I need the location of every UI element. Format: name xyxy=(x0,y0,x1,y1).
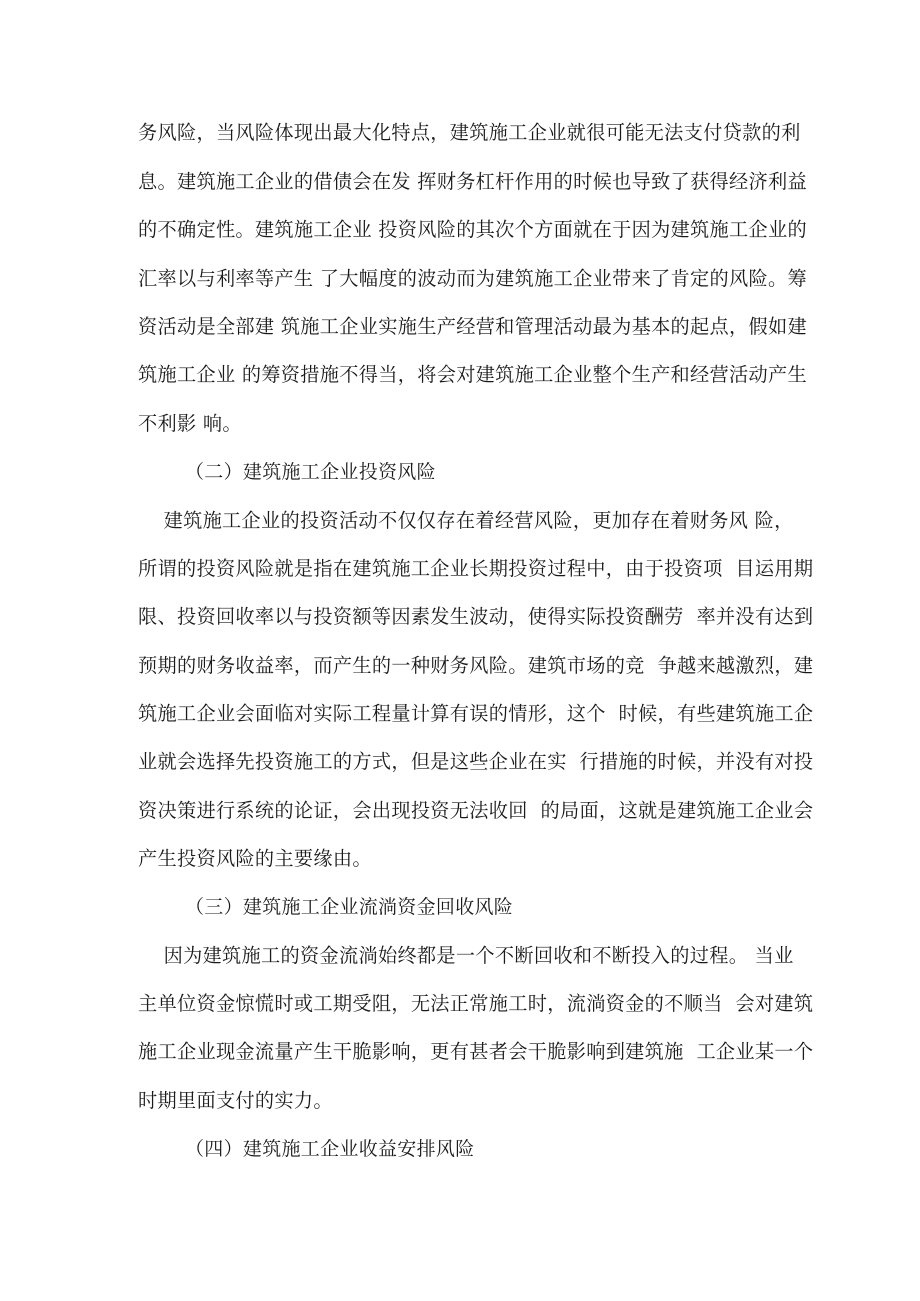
text-line: 资决策进行系统的论证，会出现投资无法收回 的局面，这就是建筑施工企业会 xyxy=(138,799,814,822)
section-heading-investment-risk: （二）建筑施工企业投资风险 xyxy=(185,461,436,483)
text-line: 预期的财务收益率，而产生的一种财务风险。建筑市场的竞 争越来越激烈，建 xyxy=(138,654,814,677)
text-line: 息。建筑施工企业的借债会在发 挥财务杠杆作用的时候也导致了获得经济利益 xyxy=(138,170,807,193)
text-line: 施工企业现金流量产生干脆影响，更有甚者会干脆影响到建筑施 工企业某一个 xyxy=(138,1040,814,1063)
text-line: 汇率以与利率等产生 了大幅度的波动而为建筑施工企业带来了肯定的风险。筹 xyxy=(138,267,807,290)
text-line: 所谓的投资风险就是指在建筑施工企业长期投资过程中，由于投资项 目运用期 xyxy=(138,557,814,580)
section-heading-working-capital-risk: （三）建筑施工企业流淌资金回收风险 xyxy=(185,896,514,918)
text-line: 筑施工企业 的筹资措施不得当，将会对建筑施工企业整个生产和经营活动产生 xyxy=(138,363,807,386)
text-line: 务风险，当风险体现出最大化特点，建筑施工企业就很可能无法支付贷款的利 xyxy=(138,121,801,144)
text-line: 限、投资回收率以与投资额等因素发生波动，使得实际投资酬劳 率并没有达到 xyxy=(138,605,814,628)
text-line: 业就会选择先投资施工的方式，但是这些企业在实 行措施的时候，并没有对投 xyxy=(138,750,814,773)
text-line: 的不确定性。建筑施工企业 投资风险的其次个方面就在于因为建筑施工企业的 xyxy=(138,218,807,241)
text-line: 不利影 响。 xyxy=(138,412,242,435)
text-line: 筑施工企业会面临对实际工程量计算有误的情形，这个 时候，有些建筑施工企 xyxy=(138,702,814,725)
text-line: 产生投资风险的主要缘由。 xyxy=(138,847,372,870)
section-heading-income-distribution-risk: （四）建筑施工企业收益安排风险 xyxy=(185,1138,475,1160)
text-line: 资活动是全部建 筑施工企业实施生产经营和管理活动最为基本的起点，假如建 xyxy=(138,315,807,338)
text-line: 时期里面支付的实力。 xyxy=(138,1089,333,1112)
text-line: 建筑施工企业的投资活动不仅仅存在着经营风险，更加存在着财务风 险， xyxy=(138,509,794,532)
text-line: 主单位资金惊慌时或工期受阻，无法正常施工时，流淌资金的不顺当 会对建筑 xyxy=(138,992,814,1015)
text-line: 因为建筑施工的资金流淌始终都是一个不断回收和不断投入的过程。 当业 xyxy=(138,944,794,967)
